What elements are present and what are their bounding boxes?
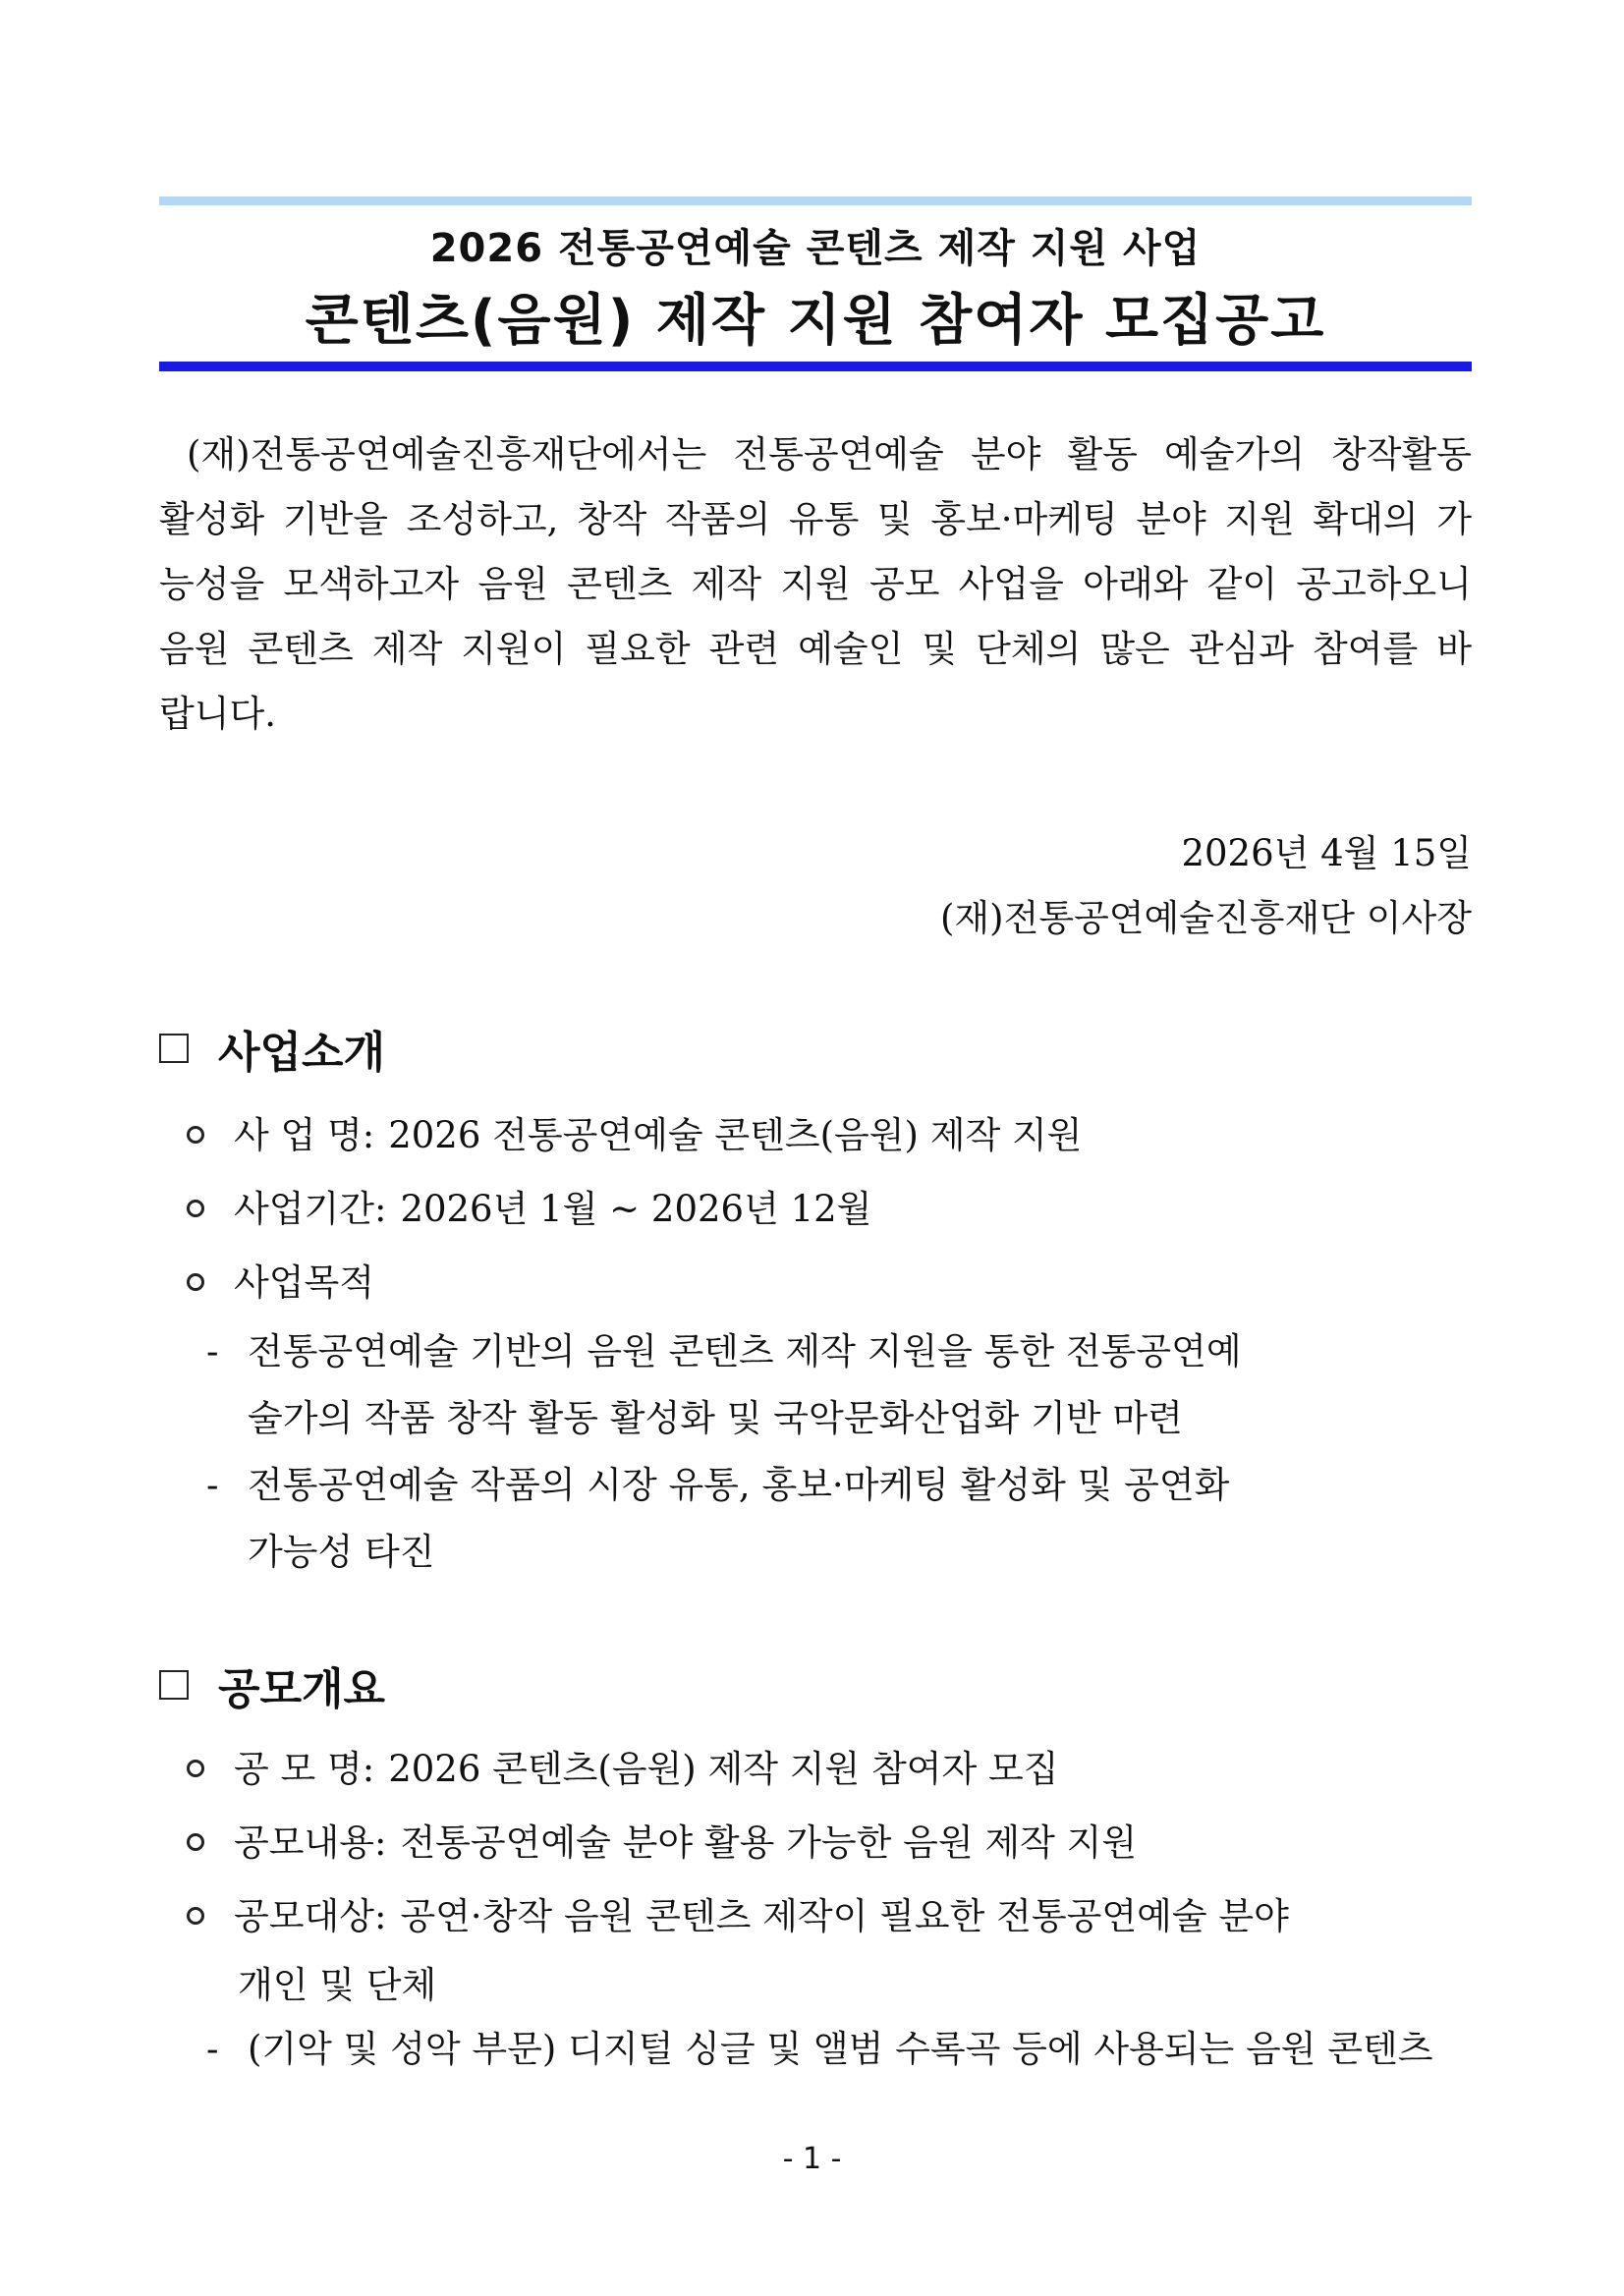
announcement-date: 2026년 4월 15일 [1181, 832, 1472, 874]
page-number: - 1 - [782, 2142, 842, 2176]
purpose-item [206, 1452, 1472, 1586]
purpose-item [206, 1318, 1472, 1452]
purpose-line-1: 전통공연예술 기반의 음원 콘텐츠 제작 지원을 통한 전통공연예 [248, 1330, 1242, 1372]
item-value: 전통공연예술 분야 활용 가능한 음원 제작 지원 [400, 1821, 1138, 1864]
section-title-text: 공모개요 [218, 1664, 386, 1714]
purpose-line-2: 가능성 타진 [248, 1531, 435, 1573]
purpose-line-1: 전통공연예술 작품의 시장 유통, 홍보·마케팅 활성화 및 공연화 [248, 1464, 1230, 1506]
title-block [159, 196, 1472, 371]
title-bottom-bar [159, 362, 1472, 371]
dash-bullet: - [206, 2028, 219, 2070]
section-title-business [159, 1017, 385, 1080]
circle-bullet-icon [187, 1760, 204, 1777]
circle-bullet-icon [187, 1833, 204, 1851]
signer: (재)전통공연예술진흥재단 이사장 [939, 897, 1472, 939]
list-item [187, 1739, 1058, 1792]
list-item [187, 1253, 388, 1306]
intro-paragraph [159, 422, 1472, 747]
item-label: 사업기간: [234, 1188, 387, 1230]
item-value: 공연·창작 음원 콘텐츠 제작이 필요한 전통공연예술 분야 [400, 1895, 1289, 1937]
list-item [187, 1886, 1464, 1939]
list-item [187, 1179, 871, 1232]
title-top-bar [159, 196, 1472, 205]
sub-item-text: (기악 및 성악 부문) 디지털 싱글 및 앨범 수록곡 등에 사용되는 음원 콘텐츠 [248, 2028, 1433, 2070]
item-label: 공모대상: [234, 1895, 387, 1937]
checkbox-square-icon [159, 1034, 189, 1063]
title-line-1: 2026 전통공연예술 콘텐츠 제작 지원 사업 [429, 226, 1202, 271]
item-label: 사 업 명: [234, 1114, 375, 1156]
item-continuation: 개인 및 단체 [238, 1964, 437, 2006]
section-title-text: 사업소개 [218, 1028, 386, 1078]
circle-bullet-icon [187, 1907, 204, 1925]
item-label: 공모내용: [234, 1821, 387, 1864]
item-label: 사업목적 [234, 1261, 374, 1304]
item-value: 2026 콘텐츠(음원) 제작 지원 참여자 모집 [388, 1748, 1059, 1790]
checkbox-square-icon [159, 1670, 189, 1700]
target-sub-item [206, 2016, 1472, 2083]
title-line-2: 콘텐츠(음원) 제작 지원 참여자 모집공고 [305, 289, 1326, 353]
dash-bullet: - [206, 1464, 219, 1506]
list-item [187, 1813, 1137, 1866]
section-title-overview [159, 1653, 385, 1716]
intro-text: (재)전통공연예술진흥재단에서는 전통공연예술 분야 활동 예술가의 창작활동 활성화 기반을 조성하고, 창작 작품의 유통 및 홍보·마케팅 분야 지원 확대의 가능성을 모색하고자 음원 콘텐츠 제작 지원 공모 사업을 아래와 같이 공고하오니 음원 콘텐츠 제작 지원이 필요한 관련 예술인 및 단체의 많은 관심과 참여를 바랍니다. [159, 433, 1472, 735]
circle-bullet-icon [187, 1273, 204, 1291]
item-label: 공 모 명: [234, 1748, 375, 1790]
dash-bullet: - [206, 1330, 219, 1372]
purpose-line-2: 술가의 작품 창작 활동 활성화 및 국악문화산업화 기반 마련 [248, 1397, 1183, 1439]
list-item [187, 1105, 1082, 1158]
circle-bullet-icon [187, 1126, 204, 1144]
item-value: 2026년 1월 ~ 2026년 12월 [400, 1188, 872, 1230]
circle-bullet-icon [187, 1200, 204, 1217]
item-value: 2026 전통공연예술 콘텐츠(음원) 제작 지원 [388, 1114, 1083, 1156]
